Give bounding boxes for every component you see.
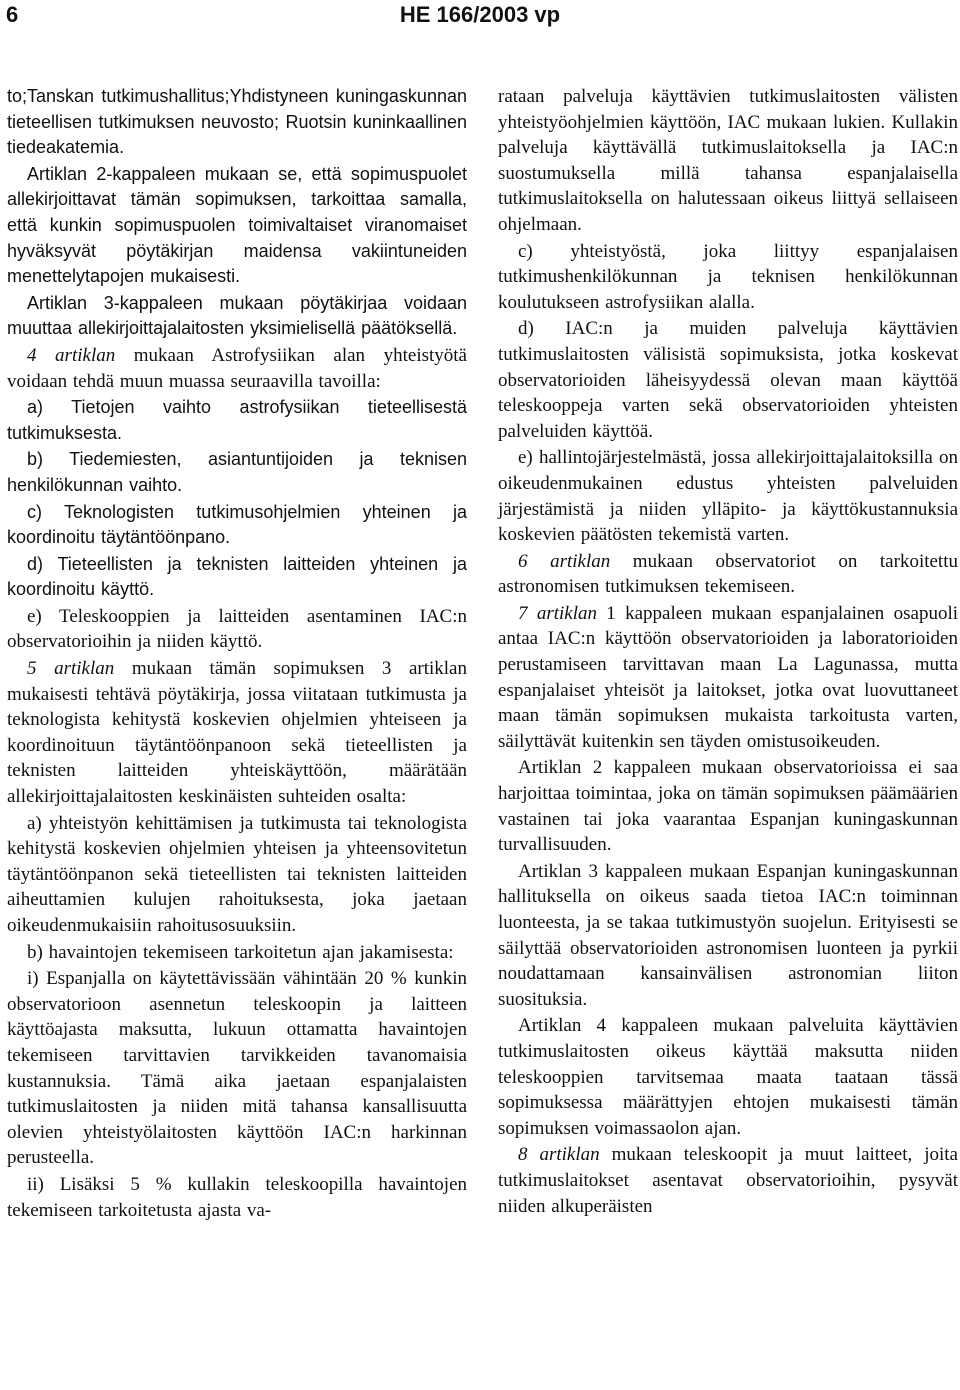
left-paragraph — [7, 447, 467, 498]
paragraph-text: to;Tanskan tutkimushallitus;Yhdistyneen kuningaskunnan tieteellisen tutkimuksen neuvosto; Ruotsin kuninkaallinen tiedeakatemia. — [7, 86, 467, 158]
paragraph-text: e) Teleskooppien ja laitteiden asentaminen IAC:n observatorioihin ja niiden käyttö. — [7, 605, 467, 653]
paragraph-text: Artiklan 2-kappaleen mukaan se, että sopimuspuolet allekirjoittavat tämän sopimuksen, tarkoittaa samalla, että kunkin sopimuspuolen toimivaltaiset viranomaiset hyväksyvät pöytäkirjan maidensa vakiintuneiden menettelytapojen mukaisesti. — [7, 163, 467, 287]
paragraph-text: Artiklan 2 kappaleen mukaan observatorioissa ei saa harjoittaa toimintaa, joka on tämän sopimuksen päämäärien vastainen tai joka vaarantaa Espanjan kuningaskunnan turvallisuuden. — [498, 757, 958, 856]
left-paragraph — [7, 940, 467, 966]
right-paragraph — [498, 1013, 958, 1141]
left-paragraph — [7, 811, 467, 939]
left-paragraph — [7, 343, 467, 394]
page-header — [0, 0, 960, 40]
page-number: 6 — [6, 2, 19, 27]
paragraph-text: i) Espanjalla on käytettävissään vähintään 20 % kunkin observatorioon asennetun teleskoopin ja laitteen käyttöajasta maksutta, lukuun ottamatta havaintojen tekemiseen tarvittavien tarvikkeiden tavanomaisia kustannuksia. Tämä aika jaetaan espanjalaisten tutkimuslaitosten ja niiden mitä tahansa kansallisuutta olevien yhteistyölaitosten käyttöön IAC:n harkinnan perusteella. — [7, 968, 467, 1169]
right-paragraph — [498, 445, 958, 547]
left-column — [7, 84, 467, 1224]
right-paragraph — [498, 755, 958, 857]
left-paragraph — [7, 552, 467, 603]
paragraph-text: ii) Lisäksi 5 % kullakin teleskoopilla havaintojen tekemiseen tarkoitetusta ajasta va- — [7, 1173, 467, 1221]
paragraph-text: a) Tietojen vaihto astrofysiikan tieteellisestä tutkimuksesta. — [7, 397, 467, 443]
left-paragraph — [7, 162, 467, 290]
right-paragraph — [498, 84, 958, 238]
left-paragraph — [7, 500, 467, 551]
right-paragraph — [498, 239, 958, 316]
paragraph-text: rataan palveluja käyttävien tutkimuslaitosten välisten yhteistyöohjelmien käyttöön, IAC mukaan lukien. Kullakin palveluja käyttävällä tutkimuslaitoksella ja IAC:n suostumuksella millä tahansa espanjalaisella tutkimuslaitoksella on halutessaan oikeus liittyä sellaiseen ohjelmaan. — [498, 86, 958, 235]
paragraph-text: Artiklan 3 kappaleen mukaan Espanjan kuningaskunnan hallituksella on oikeus saada tietoa IAC:n toiminnan luonteesta, ja se takaa tutkimustyön suojelun. Erityisesti se säilyttää observatorioiden astronomisen luonteen ja pyrkii noudattamaan kansainvälisen astronomian liiton suosituksia. — [498, 860, 958, 1010]
article-reference: 5 artiklan — [27, 658, 115, 680]
right-paragraph — [498, 601, 958, 755]
paragraph-text: c) yhteistyöstä, joka liittyy espanjalaisen tutkimushenkilökunnan ja teknisen henkilökunnan koulutukseen astrofysiikan alalla. — [498, 240, 958, 313]
left-paragraph — [7, 1172, 467, 1223]
left-paragraph — [7, 84, 467, 161]
paragraph-text: Artiklan 3-kappaleen mukaan pöytäkirjaa voidaan muuttaa allekirjoittajalaitosten yksimielisellä päätöksellä. — [7, 292, 467, 339]
article-reference: 7 artiklan — [518, 602, 597, 624]
right-paragraph — [498, 316, 958, 444]
paragraph-text: b) havaintojen tekemiseen tarkoitetun ajan jakamisesta: — [27, 941, 454, 963]
article-reference: 4 artiklan — [27, 344, 116, 366]
paragraph-text: mukaan Astrofysiikan alan yhteistyötä voidaan tehdä muun muassa seuraavilla tavoilla: — [7, 344, 467, 392]
article-reference: 6 artiklan — [518, 550, 611, 572]
paragraph-text: c) Teknologisten tutkimusohjelmien yhteinen ja koordinoitu täytäntöönpano. — [7, 501, 467, 548]
left-paragraph — [7, 291, 467, 342]
paragraph-text: d) Tieteellisten ja teknisten laitteiden yhteinen ja koordinoitu käyttö. — [7, 553, 467, 600]
left-paragraph — [7, 966, 467, 1171]
right-paragraph — [498, 1142, 958, 1219]
paragraph-text: e) hallintojärjestelmästä, jossa allekirjoittajalaitoksilla on oikeudenmukainen edustus yhteisten palveluiden järjestämistä ja niiden ylläpito- ja käyttökustannuksia koskevien päätösten tekemistä varten. — [498, 447, 958, 546]
document-id: HE 166/2003 vp — [399, 2, 561, 27]
paragraph-text: a) yhteistyön kehittämisen ja tutkimusta tai teknologista kehitystä koskevien ohjelmien yhteisen ja yhteensovitetun täytäntöönpanon sekä tieteellisten tai teknisten laitteiden aiheuttamien kulujen rahoituksesta, joka jaetaan oikeudenmukaisiin rahoitusosuuksiin. — [7, 812, 467, 936]
paragraph-text: Artiklan 4 kappaleen mukaan palveluita käyttävien tutkimuslaitosten oikeus käyttää maksutta niiden teleskooppien tarvitsemaa maata taataan tässä sopimuksessa määrättyjen ehtojen mukaisesti tämän sopimuksen voimassaolon ajan. — [498, 1015, 958, 1139]
paragraph-text: mukaan observatoriot on tarkoitettu astronomisen tutkimuksen tekemiseen. — [498, 550, 958, 598]
left-paragraph — [7, 656, 467, 810]
paragraph-text: mukaan tämän sopimuksen 3 artiklan mukaisesti tehtävä pöytäkirja, jossa viitataan tutkimusta ja teknologista kehitystä koskevien ohjelmien yhteiseen ja koordinoituun täytäntöönpanoon sekä tieteellisten ja teknisten laitteiden yhteiskäyttöön, määrätään allekirjoittajalaitosten keskinäisten suhteiden osalta: — [7, 658, 467, 808]
paragraph-text: mukaan teleskoopit ja muut laitteet, joita tutkimuslaitokset asentavat observatorioihin, pysyvät niiden alkuperäisten — [498, 1144, 958, 1217]
right-paragraph — [498, 859, 958, 1013]
paragraph-text: b) Tiedemiesten, asiantuntijoiden ja teknisen henkilökunnan vaihto. — [7, 449, 467, 495]
paragraph-text: d) IAC:n ja muiden palveluja käyttävien tutkimuslaitosten välisistä sopimuksista, jotka koskevat observatorioiden läheisyydessä olevan maan käyttöä teleskooppeja varten sekä observatorioiden yhteisten palveluiden käyttöä. — [498, 318, 958, 442]
right-paragraph — [498, 549, 958, 600]
left-paragraph — [7, 395, 467, 446]
left-paragraph — [7, 604, 467, 655]
right-column — [498, 84, 958, 1220]
paragraph-text: 1 kappaleen mukaan espanjalainen osapuoli antaa IAC:n käyttöön observatorioiden ja laboratorioiden perustamiseen tarvittavan maan La Lagunassa, mutta espanjalaiset yhteisöt ja laitokset, jotka ovat luovuttaneet maan tämän sopimuksen mukaista tarkoitusta varten, säilyttävät kuitenkin sen täyden omistusoikeuden. — [498, 602, 958, 752]
article-reference: 8 artiklan — [518, 1144, 600, 1166]
